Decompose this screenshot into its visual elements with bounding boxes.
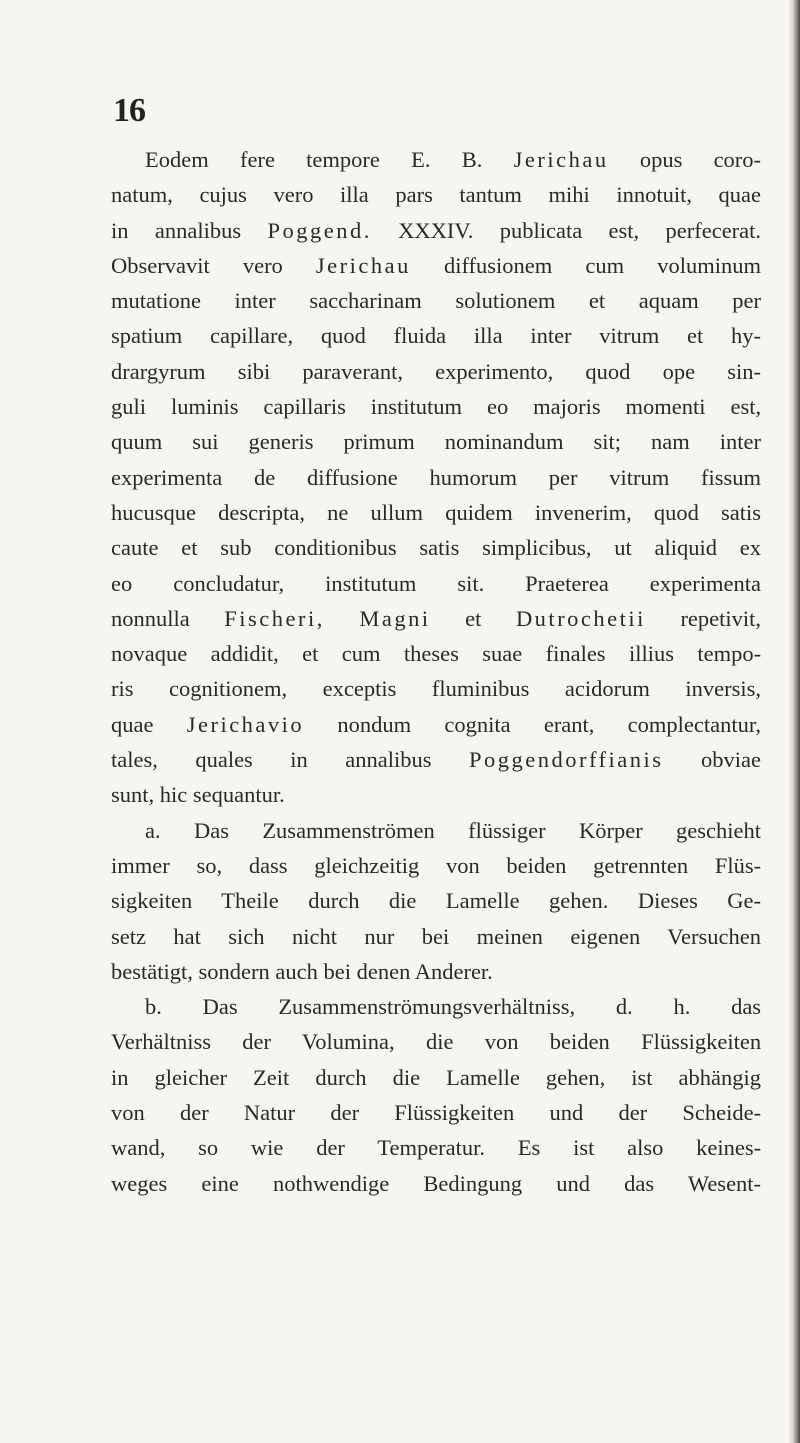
- text-line: Eodem fere tempore E. B. Jerichau opus coro-: [145, 147, 762, 172]
- text-line: nonnulla Fischeri, Magni et Dutrochetii repetivit,: [111, 605, 762, 631]
- page-edge-shadow: [788, 0, 800, 1443]
- page-number: 16: [113, 92, 145, 129]
- text-line: quum sui generis primum nominandum sit; nam inter: [111, 429, 762, 455]
- text-line: weges eine nothwendige Bedingung und das Wesent-: [111, 1170, 762, 1196]
- text-line: mutatione inter saccharinam solutionem et aquam per: [111, 288, 761, 314]
- text-line: sunt, hic sequantur.: [111, 782, 285, 808]
- spaced-name: Jerichau: [513, 147, 609, 172]
- text-line: natum, cujus vero illa pars tantum mihi innotuit, quae: [111, 182, 761, 208]
- text-line: setz hat sich nicht nur bei meinen eigenen Versuchen: [111, 923, 761, 949]
- text-line: wand, so wie der Temperatur. Es ist also keines-: [111, 1135, 762, 1161]
- spaced-name: Jerichavio: [186, 711, 305, 737]
- text-line: in gleicher Zeit durch die Lamelle gehen, ist abhängig: [111, 1064, 762, 1090]
- text-line: drargyrum sibi paraverant, experimento, quod ope sin-: [111, 358, 762, 384]
- text-line: caute et sub conditionibus satis simplicibus, ut aliquid ex: [111, 535, 762, 561]
- text-line: b. Das Zusammenströmungsverhältniss, d. h. das: [145, 994, 762, 1020]
- text-line: Observavit vero Jerichau diffusionem cum voluminum: [111, 252, 761, 278]
- spaced-name: Fischeri,: [224, 605, 325, 631]
- text-line: experimenta de diffusione humorum per vitrum fissum: [111, 464, 762, 490]
- text-line: guli luminis capillaris institutum eo majoris momenti est,: [111, 394, 762, 420]
- text-line: quae Jerichavio nondum cognita erant, complectantur,: [111, 711, 762, 737]
- text-line: eo concludatur, institutum sit. Praeterea experimenta: [111, 570, 761, 596]
- text-line: von der Natur der Flüssigkeiten und der Scheide-: [111, 1100, 762, 1126]
- text-line: novaque addidit, et cum theses suae finales illius tempo-: [111, 641, 762, 667]
- text-line: bestätigt, sondern auch bei denen Anderer.: [111, 958, 493, 984]
- text-line: in annalibus Poggend. XXXIV. publicata est, perfecerat.: [111, 217, 762, 243]
- spaced-name: Jerichau: [315, 252, 411, 278]
- body-text: [111, 142, 761, 1201]
- text-line: ris cognitionem, exceptis fluminibus acidorum inversis,: [111, 676, 762, 702]
- text-line: hucusque descripta, ne ullum quidem invenerim, quod satis: [111, 499, 762, 525]
- text-line: a. Das Zusammenströmen flüssiger Körper geschieht: [145, 817, 762, 843]
- spaced-name: Poggend.: [267, 217, 372, 243]
- text-line: spatium capillare, quod fluida illa inter vitrum et hy-: [111, 323, 762, 349]
- text-line: immer so, dass gleichzeitig von beiden getrennten Flüs-: [111, 852, 762, 878]
- text-line: Verhältniss der Volumina, die von beiden Flüssigkeiten: [111, 1029, 762, 1055]
- text-line: sigkeiten Theile durch die Lamelle gehen. Dieses Ge-: [111, 888, 762, 914]
- spaced-name: Poggendorffianis: [468, 747, 664, 773]
- text-line: tales, quales in annalibus Poggendorffianis obviae: [111, 747, 761, 773]
- spaced-name: Magni: [359, 605, 431, 631]
- spaced-name: Dutrochetii: [515, 605, 646, 631]
